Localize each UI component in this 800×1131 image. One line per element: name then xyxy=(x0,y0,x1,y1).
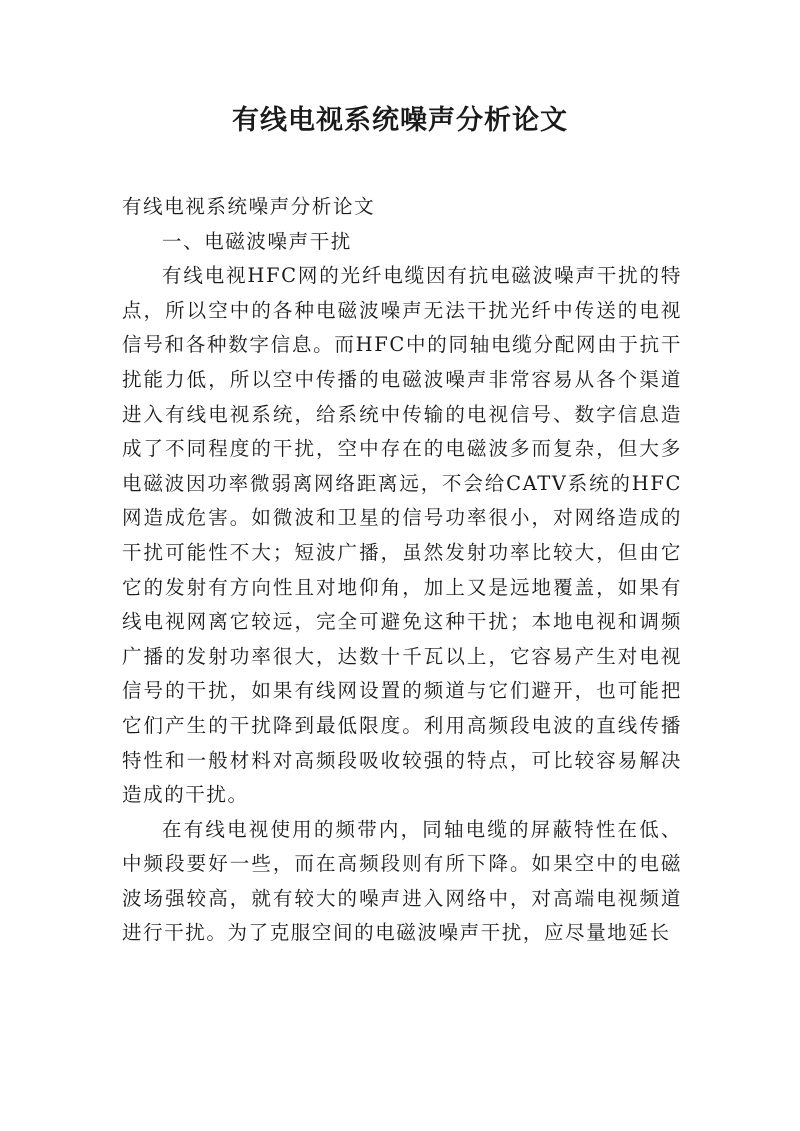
paragraph-1: 有线电视HFC网的光纤电缆因有抗电磁波噪声干扰的特点，所以空中的各种电磁波噪声无法干扰光纤中传送的电视信号和各种数字信息。而HFC中的同轴电缆分配网由于抗干扰能力低，所以空中传播的电磁波噪声非常容易从各个渠道进入有线电视系统，给系统中传输的电视信号、数字信息造成了不同程度的干扰，空中存在的电磁波多而复杂，但大多电磁波因功率微弱离网络距离远，不会给CATV系统的HFC网造成危害。如微波和卫星的信号功率很小，对网络造成的干扰可能性不大；短波广播，虽然发射功率比较大，但由它它的发射有方向性且对地仰角，加上又是远地覆盖，如果有线电视网离它较远，完全可避免这种干扰；本地电视和调频广播的发射功率很大，达数十千瓦以上，它容易产生对电视信号的干扰，如果有线网设置的频道与它们避开，也可能把它们产生的干扰降到最低限度。利用高频段电波的直线传播特性和一般材料对高频段吸收较强的特点，可比较容易解决造成的干扰。 xyxy=(122,264,682,807)
document-body xyxy=(122,190,682,951)
section-heading: 一、电磁波噪声干扰 xyxy=(162,229,352,253)
paragraph-2: 在有线电视使用的频带内，同轴电缆的屏蔽特性在低、中频段要好一些，而在高频段则有所下降。如果空中的电磁波场强较高，就有较大的噪声进入网络中，对高端电视频道进行干扰。为了克服空间的电磁波噪声干扰，应尽量地延长 xyxy=(122,817,682,945)
document-title: 有线电视系统噪声分析论文 xyxy=(232,105,568,136)
document-subtitle: 有线电视系统噪声分析论文 xyxy=(122,195,376,218)
